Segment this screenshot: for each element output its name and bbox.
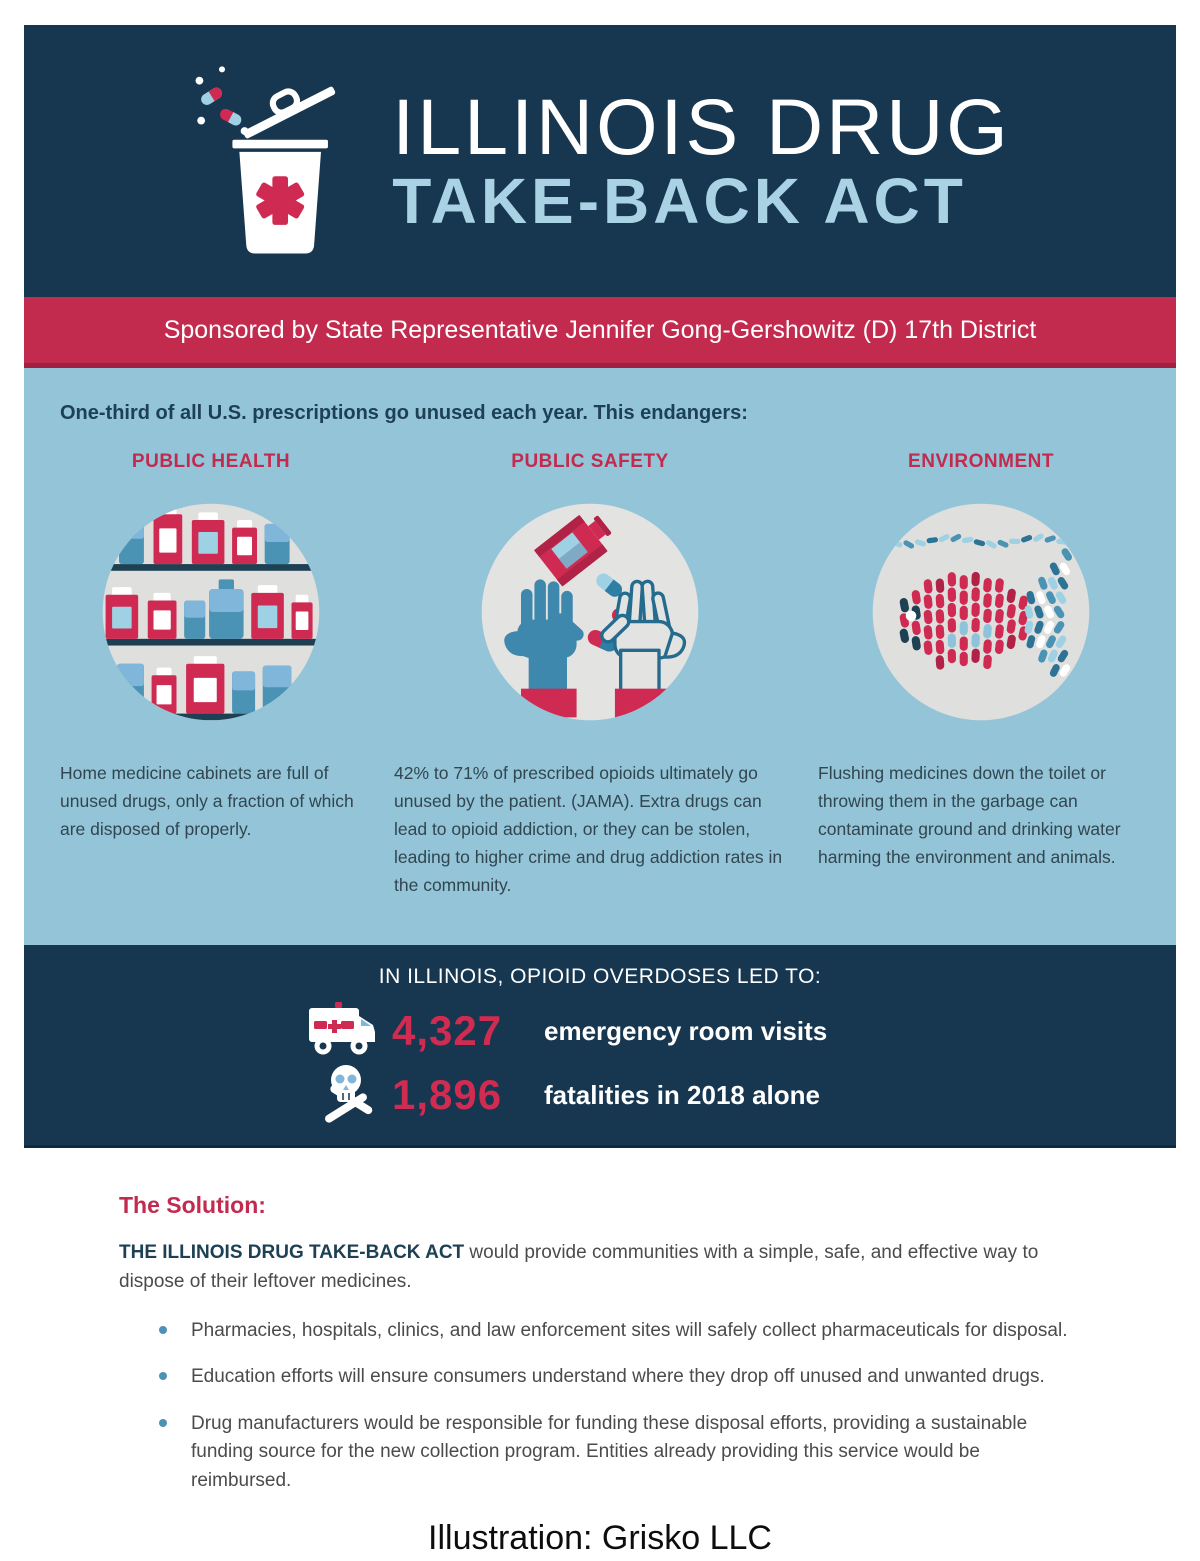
bullet-dot-icon	[159, 1419, 167, 1427]
skull-crossbones-icon	[300, 1064, 392, 1126]
medicine-cabinet-shelves-icon	[96, 497, 326, 727]
stat-label: fatalities in 2018 alone	[544, 1079, 821, 1110]
column-text: 42% to 71% of prescribed opioids ultimately go unused by the patient. (JAMA). Extra drugs can lead to opioid addiction, or they can be stolen, leading to higher crime and drug addiction rates in the community.	[394, 763, 783, 895]
endangers-columns	[24, 425, 1176, 899]
solution-section	[24, 1148, 1176, 1558]
bullet-item	[119, 1317, 1081, 1346]
column-title: PUBLIC SAFETY	[511, 451, 669, 472]
solution-heading: The Solution:	[119, 1192, 266, 1218]
sponsor-banner	[24, 297, 1176, 368]
pill-bottle-pouring-into-hands-icon	[475, 497, 705, 727]
infographic-page	[0, 25, 1200, 1561]
sponsor-banner-text: Sponsored by State Representative Jennifer Gong-Gershowitz (D) 17th District	[163, 315, 1037, 344]
stat-value: 1,896	[392, 1071, 503, 1118]
column-title: ENVIRONMENT	[908, 451, 1054, 472]
page-title-line1: ILLINOIS DRUG	[392, 82, 1011, 172]
solution-bullet-list	[119, 1317, 1081, 1496]
stat-value: 4,327	[392, 1007, 503, 1054]
bullet-item	[119, 1363, 1081, 1392]
column-text: Flushing medicines down the toilet or throwing them in the garbage can contaminate ground and drinking water harming the environment and animals.	[818, 763, 1121, 867]
endangers-intro: One-third of all U.S. prescriptions go unused each year. This endangers:	[60, 402, 748, 424]
column-text: Home medicine cabinets are full of unused drugs, only a fraction of which are disposed of properly.	[60, 763, 354, 839]
stats-rows	[300, 999, 900, 1127]
bullet-dot-icon	[159, 1326, 167, 1334]
solution-lead-bold: THE ILLINOIS DRUG TAKE-BACK ACT	[119, 1242, 465, 1263]
stats-section	[24, 945, 1176, 1148]
ambulance-icon	[300, 1002, 392, 1060]
fish-made-of-pills-icon	[866, 497, 1096, 727]
trash-can-with-pills-icon	[189, 51, 354, 271]
bullet-text: Education efforts will ensure consumers understand where they drop off unused and unwanted drugs.	[191, 1366, 1045, 1388]
column-title: PUBLIC HEALTH	[131, 451, 291, 472]
masthead	[24, 25, 1176, 297]
solution-lead-paragraph	[119, 1238, 1081, 1297]
page-title-line2: TAKE-BACK ACT	[392, 164, 967, 237]
stats-heading: IN ILLINOIS, OPIOID OVERDOSES LED TO:	[378, 965, 822, 988]
stat-row-fatalities	[300, 1063, 900, 1127]
masthead-title-block	[392, 82, 1011, 237]
endangers-section	[24, 368, 1176, 945]
bullet-item	[119, 1410, 1081, 1496]
bullet-text: Drug manufacturers would be responsible for funding these disposal efforts, providing a sustainable funding source for the new collection program. Entities already providing this service would be reimbursed.	[191, 1412, 1028, 1491]
page-content	[24, 25, 1176, 1558]
column-public-health	[60, 451, 362, 899]
stat-row-er-visits	[300, 999, 900, 1063]
bullet-dot-icon	[159, 1372, 167, 1380]
solution-lead-rest: would provide communities with a simple, safe, and effective way to dispose of their leftover medicines.	[119, 1242, 1039, 1293]
illustration-credit: Illustration: Grisko LLC	[428, 1519, 772, 1558]
bullet-text: Pharmacies, hospitals, clinics, and law enforcement sites will safely collect pharmaceuticals for disposal.	[191, 1319, 1068, 1341]
stat-label: emergency room visits	[544, 1015, 828, 1046]
column-public-safety	[394, 451, 786, 899]
column-environment	[818, 451, 1144, 899]
